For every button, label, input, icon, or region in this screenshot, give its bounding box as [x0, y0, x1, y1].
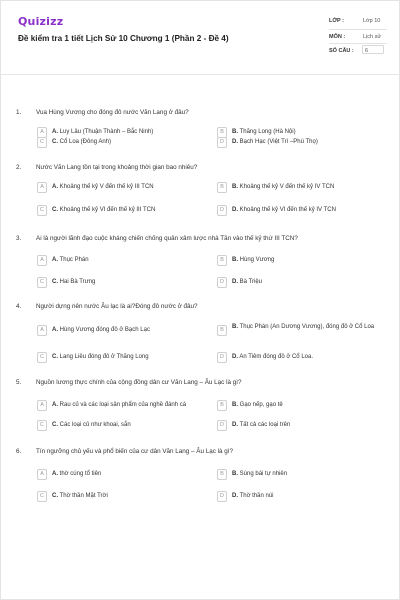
question-number: 6.: [16, 448, 22, 455]
question-count-label: SỐ CÂU :: [329, 48, 354, 54]
option-text: thờ cúng tổ tiên: [59, 471, 102, 477]
option-letter-box: B: [217, 469, 227, 480]
question-number: 4.: [16, 303, 22, 310]
option-letter-box: D: [217, 352, 227, 363]
option-letter-box: C: [37, 137, 47, 148]
option-label: B.: [232, 184, 238, 190]
option-letter-box: A: [37, 182, 47, 193]
option-label: C.: [52, 279, 58, 285]
option-letter-box: D: [217, 420, 227, 431]
class-label: LỚP :: [329, 18, 344, 24]
option-letter-box: B: [217, 325, 227, 336]
question-text: Nước Văn Lang tồn tại trong khoảng thời gian bao nhiêu?: [36, 164, 198, 171]
option-letter-box: A: [37, 400, 47, 411]
option-letter-box: B: [217, 400, 227, 411]
option-label: B.: [232, 402, 238, 408]
option-label: A.: [52, 184, 58, 190]
option-label: B.: [232, 324, 238, 330]
option-text: Thục Phán: [59, 257, 89, 263]
option-letter-box: D: [217, 277, 227, 288]
option-text: Luy Lâu (Thuận Thành – Bắc Ninh): [59, 129, 154, 135]
question-text: Tín ngưỡng chủ yếu và phổ biến của cư dân Văn Lang – Âu Lạc là gì?: [36, 448, 234, 455]
option-text: Khoảng thế kỷ V đến thế kỷ III TCN: [59, 184, 154, 190]
option-label: D.: [232, 354, 238, 360]
option-text: Gạo nếp, gạo tẻ: [239, 402, 283, 408]
option-text: Hai Bà Trưng: [59, 279, 96, 285]
question-text: Ai là người lãnh đạo cuộc kháng chiến chống quân xâm lược nhà Tần vào thế kỷ thứ III TCN?: [36, 235, 298, 242]
option-letter-box: A: [37, 325, 47, 336]
option-text: Các loại củ như khoai, sắn: [59, 422, 131, 428]
option-letter-box: B: [217, 255, 227, 266]
option-letter-box: C: [37, 491, 47, 502]
option-letter-box: A: [37, 127, 47, 138]
option-label: A.: [52, 471, 58, 477]
meta-divider: [329, 29, 387, 30]
option-text: Bà Triệu: [239, 279, 263, 285]
class-value: Lớp 10: [363, 18, 381, 24]
option-label: A.: [52, 129, 58, 135]
option-text: Sùng bái tự nhiên: [239, 471, 288, 477]
option-letter-box: C: [37, 352, 47, 363]
option-letter-box: C: [37, 277, 47, 288]
option-label: C.: [52, 493, 58, 499]
option-letter-box: C: [37, 205, 47, 216]
question-number: 2.: [16, 164, 22, 171]
option-text: Thăng Long (Hà Nội): [239, 129, 296, 135]
option-text: Thờ thần Mặt Trời: [59, 493, 108, 499]
option-letter-box: B: [217, 182, 227, 193]
option-label: A.: [52, 257, 58, 263]
option-letter-box: D: [217, 205, 227, 216]
question-count-value: 6: [365, 48, 369, 54]
option-label: C.: [52, 354, 58, 360]
option-text: Tất cả các loại trên: [239, 422, 291, 428]
option-text: Lang Liêu đóng đô ở Thăng Long: [59, 354, 149, 360]
option-label: D.: [232, 207, 238, 213]
option-letter-box: B: [217, 127, 227, 138]
option-label: B.: [232, 257, 238, 263]
option-text: Rau củ và các loại sản phẩm của nghề đánh cá: [59, 402, 187, 408]
question-text: Người dựng nên nước Âu lạc là ai?Đóng đô nước ở đâu?: [36, 303, 198, 310]
option-text: Bạch Hạc (Việt Trì –Phú Thọ): [239, 139, 318, 145]
option-text: Hùng Vương đóng đô ở Bạch Lạc: [59, 327, 150, 333]
option-label: B.: [232, 129, 238, 135]
question-text: Nguồn lương thực chính của cộng đồng dân cư Văn Lang – Âu Lạc là gì?: [36, 379, 242, 386]
option-letter-box: C: [37, 420, 47, 431]
option-letter-box: D: [217, 137, 227, 148]
option-text: Thục Phán (An Dương Vương), đóng đô ở Cổ Loa: [239, 324, 375, 330]
option-text: Khoảng thế kỷ VI đến thế kỷ IV TCN: [239, 207, 336, 213]
option-label: C.: [52, 139, 58, 145]
question-text: Vua Hùng Vương cho đóng đô nước Văn Lang ở đâu?: [36, 109, 189, 116]
option-label: A.: [52, 402, 58, 408]
option-label: C.: [52, 422, 58, 428]
worksheet-header: [1, 1, 400, 77]
subject-label: MÔN :: [329, 34, 346, 40]
worksheet-title: Đề kiểm tra 1 tiết Lịch Sử 10 Chương 1 (Phần 2 - Đề 4): [18, 34, 229, 43]
option-label: D.: [232, 422, 238, 428]
option-label: B.: [232, 471, 238, 477]
option-label: D.: [232, 139, 238, 145]
option-letter-box: D: [217, 491, 227, 502]
option-text: Khoảng thế kỷ V đến thế kỷ IV TCN: [239, 184, 335, 190]
question-number: 1.: [16, 109, 22, 116]
option-text: Thờ thần núi: [239, 493, 274, 499]
question-number: 3.: [16, 235, 22, 242]
option-text: An Tiêm đóng đô ở Cổ Loa.: [239, 354, 313, 360]
option-label: D.: [232, 279, 238, 285]
meta-divider: [329, 43, 387, 44]
option-text: Khoảng thế kỷ VI đến thế kỷ III TCN: [59, 207, 156, 213]
option-letter-box: A: [37, 255, 47, 266]
subject-value: Lịch sử: [363, 34, 382, 40]
option-label: A.: [52, 327, 58, 333]
option-label: D.: [232, 493, 238, 499]
option-text: Hùng Vương: [239, 257, 275, 263]
question-number: 5.: [16, 379, 22, 386]
option-text: Cổ Loa (Đông Anh): [59, 139, 112, 145]
option-label: C.: [52, 207, 58, 213]
header-divider: [1, 74, 400, 75]
option-letter-box: A: [37, 469, 47, 480]
quizizz-logo: Quizizz: [18, 15, 64, 28]
